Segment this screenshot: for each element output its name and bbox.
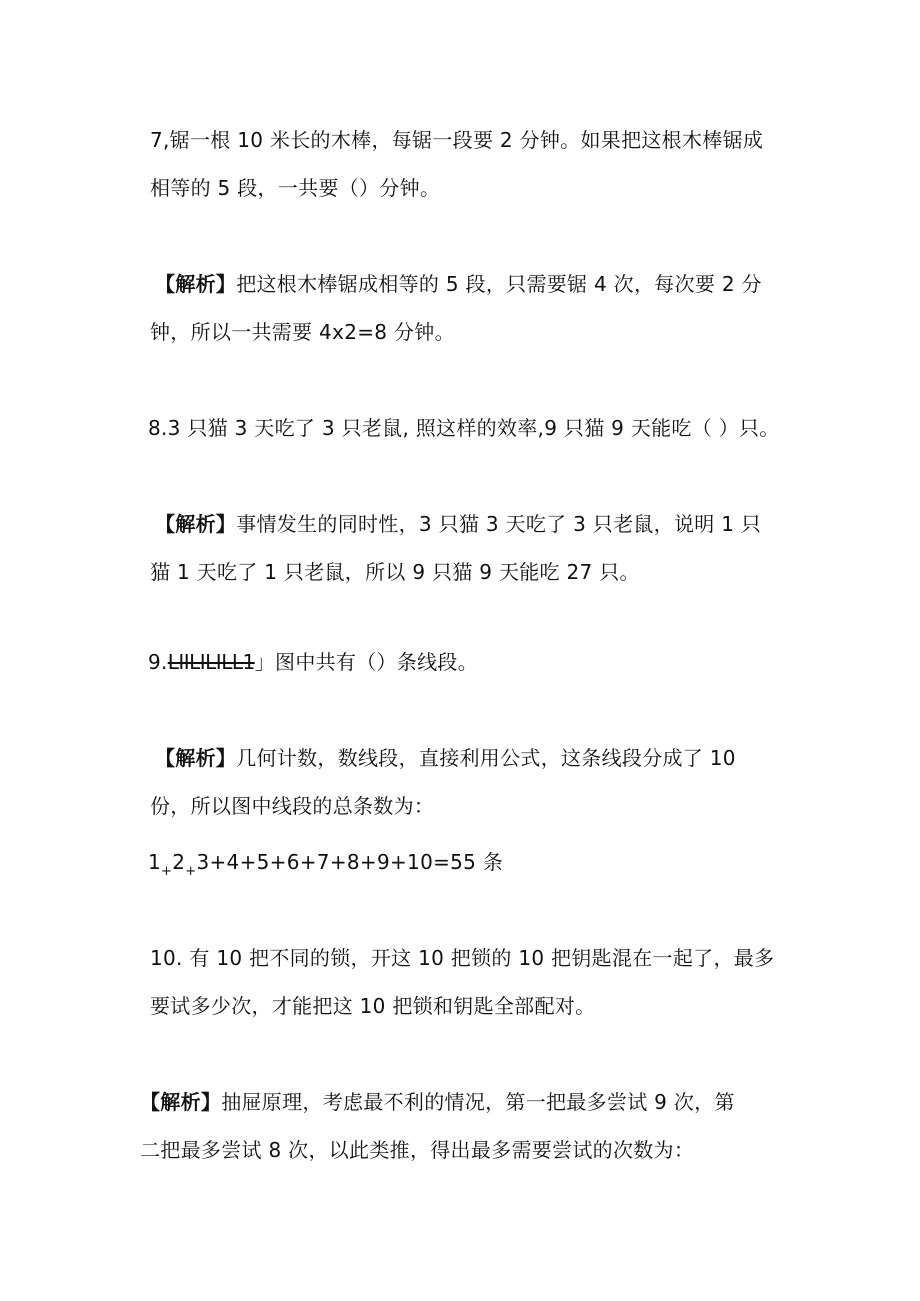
question-8-line-1: 8.3 只猫 3 天吃了 3 只老鼠, 照这样的效率,9 只猫 9 天能吃（ ）只。: [148, 416, 780, 440]
answer-10-line-2: 二把最多尝试 8 次，以此类推，得出最多需要尝试的次数为：: [140, 1138, 695, 1162]
answer-8-line-2: 猫 1 天吃了 1 只老鼠，所以 9 只猫 9 天能吃 27 只。: [150, 560, 640, 584]
answer-8-line-1: [155, 510, 761, 538]
formula-rest: 3+4+5+6+7+8+9+10=55 条: [196, 850, 504, 874]
answer-8-text-1: 事情发生的同时性，3 只猫 3 天吃了 3 只老鼠，说明 1 只: [236, 512, 762, 536]
analysis-tag: 【解析】: [140, 1090, 222, 1114]
answer-9-line-1: [155, 744, 736, 772]
question-10-line-2: 要试多少次，才能把这 10 把锁和钥匙全部配对。: [150, 994, 596, 1018]
answer-7-line-1: [155, 270, 762, 298]
answer-7-line-2: 钟，所以一共需要 4x2=8 分钟。: [150, 320, 455, 344]
answer-10-text-1: 抽屉原理，考虑最不利的情况，第一把最多尝试 9 次，第: [221, 1090, 735, 1114]
analysis-tag: 【解析】: [155, 746, 237, 770]
answer-10-line-1: [140, 1088, 735, 1116]
sum-formula: [148, 848, 503, 880]
formula-plus-1: +: [161, 864, 173, 879]
answer-9-text-1: 几何计数，数线段，直接利用公式，这条线段分成了 10: [236, 746, 736, 770]
question-10-line-1: 10. 有 10 把不同的锁，开这 10 把锁的 10 把钥匙混在一起了，最多: [150, 946, 775, 970]
analysis-tag: 【解析】: [155, 272, 237, 296]
formula-term-1: 1: [148, 850, 162, 874]
formula-term-2: 2: [172, 850, 186, 874]
formula-plus-2: +: [185, 864, 197, 879]
question-9-text: 」图中共有（）条线段。: [254, 650, 479, 674]
question-9-prefix: 9.: [148, 650, 168, 674]
question-9-line-1: [148, 648, 478, 676]
line-segment-figure: LIILILILL1: [167, 650, 255, 674]
answer-7-text-1: 把这根木棒锯成相等的 5 段，只需要锯 4 次，每次要 2 分: [236, 272, 762, 296]
question-7-line-1: 7,锯一根 10 米长的木棒，每锯一段要 2 分钟。如果把这根木棒锯成: [150, 128, 764, 152]
question-7-line-2: 相等的 5 段，一共要（）分钟。: [150, 176, 441, 200]
answer-9-line-2: 份，所以图中线段的总条数为：: [150, 794, 435, 818]
analysis-tag: 【解析】: [155, 512, 237, 536]
